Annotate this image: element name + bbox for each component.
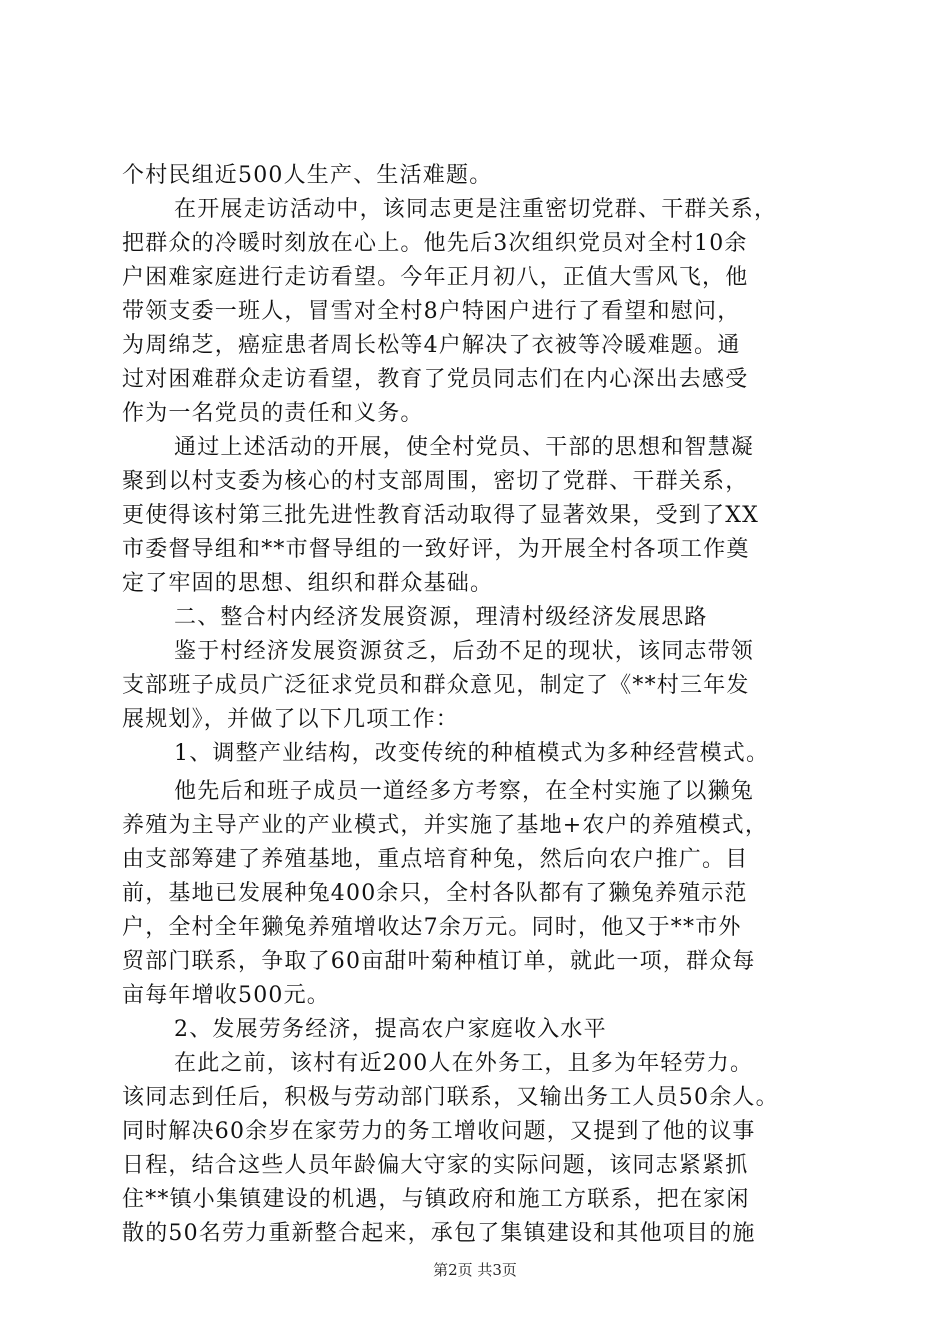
text-line: 该同志到任后，积极与劳动部门联系，又输出务工人员50余人。 [122, 1085, 779, 1110]
text-line: 通过上述活动的开展，使全村党员、干部的思想和智慧凝 [174, 435, 755, 460]
text-line: 鉴于村经济发展资源贫乏，后劲不足的现状，该同志带领 [174, 639, 755, 664]
text-line: 聚到以村支委为核心的村支部周围，密切了党群、干群关系， [122, 469, 749, 494]
text-line: 养殖为主导产业的产业模式，并实施了基地+农户的养殖模式， [122, 813, 769, 838]
text-line: 带领支委一班人，冒雪对全村8户特困户进行了看望和慰问， [122, 299, 741, 324]
text-line: 个村民组近500人生产、生活难题。 [122, 163, 493, 188]
text-line: 作为一名党员的责任和义务。 [122, 401, 424, 426]
text-line: 市委督导组和**市督导组的一致好评，为开展全村各项工作奠 [122, 537, 750, 562]
text-line: 过对困难群众走访看望，教育了党员同志们在内心深出去感受 [122, 367, 749, 392]
text-line: 二、整合村内经济发展资源，理清村级经济发展思路 [174, 605, 708, 630]
text-line: 支部班子成员广泛征求党员和群众意见，制定了《**村三年发 [122, 673, 750, 698]
text-line: 定了牢固的思想、组织和群众基础。 [122, 571, 494, 596]
text-line: 散的50名劳力重新整合起来，承包了集镇建设和其他项目的施 [122, 1221, 756, 1246]
text-line: 贸部门联系，争取了60亩甜叶菊种植订单，就此一项，群众每 [122, 949, 756, 974]
text-line: 在此之前，该村有近200人在外务工，且多为年轻劳力。 [174, 1051, 754, 1076]
text-line: 户，全村全年獭兔养殖增收达7余万元。同时，他又于**市外 [122, 915, 742, 940]
text-line: 为周绵芝，癌症患者周长松等4户解决了衣被等冷暖难题。通 [122, 333, 741, 358]
text-line: 由支部筹建了养殖基地，重点培育种兔，然后向农户推广。目 [122, 847, 749, 872]
text-line: 更使得该村第三批先进性教育活动取得了显著效果，受到了XX [122, 503, 759, 528]
text-line: 住**镇小集镇建设的机遇，与镇政府和施工方联系，把在家闲 [122, 1187, 750, 1212]
page-footer: 第2页 共3页 [433, 1261, 517, 1279]
text-line: 日程，结合这些人员年龄偏大守家的实际问题，该同志紧紧抓 [122, 1153, 749, 1178]
text-line: 2、发展劳务经济，提高农户家庭收入水平 [174, 1017, 607, 1042]
text-line: 他先后和班子成员一道经多方考察，在全村实施了以獭兔 [174, 779, 755, 804]
text-line: 在开展走访活动中，该同志更是注重密切党群、干群关系， [174, 197, 778, 222]
text-line: 前，基地已发展种兔400余只，全村各队都有了獭兔养殖示范 [122, 881, 748, 906]
text-line: 把群众的冷暖时刻放在心上。他先后3次组织党员对全村10余 [122, 231, 748, 256]
text-line: 同时解决60余岁在家劳力的务工增收问题，又提到了他的议事 [122, 1119, 756, 1144]
text-line: 户困难家庭进行走访看望。今年正月初八，正值大雪风飞，他 [122, 265, 749, 290]
text-line: 亩每年增收500元。 [122, 983, 330, 1008]
text-line: 1、调整产业结构，改变传统的种植模式为多种经营模式。 [174, 741, 770, 766]
text-line: 展规划》，并做了以下几项工作： [122, 707, 460, 732]
